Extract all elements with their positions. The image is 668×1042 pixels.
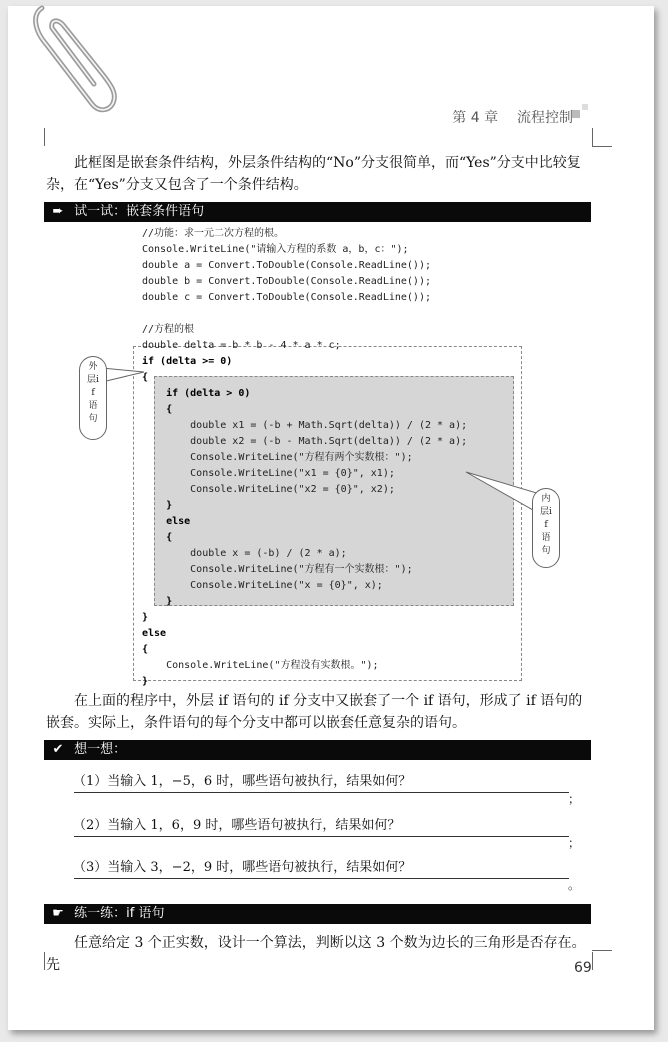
chapter-number: 第 4 章 (452, 110, 499, 126)
practice-paragraph: 任意给定 3 个正实数，设计一个算法，判断以这 3 个数为边长的三角形是否存在。先 (46, 935, 586, 973)
crop-mark (592, 950, 612, 951)
paperclip-icon (12, 0, 122, 120)
outer-if-callout (79, 356, 107, 440)
code-line: { (142, 532, 173, 543)
question-3: （3）当输入 3，−2，9 时，哪些语句被执行，结果如何？ (73, 860, 412, 875)
think-section-title: 想一想： (74, 742, 127, 757)
code-line: double c = Convert.ToDouble(Console.ReadLine()); (142, 292, 431, 303)
code-line: { (142, 404, 173, 415)
code-line: double x1 = (-b + Math.Sqrt(delta)) / (2 * a); (142, 420, 468, 431)
code-line: Console.WriteLine("请输入方程的系数 a，b，c："); (142, 244, 409, 255)
code-line: if (delta >= 0) (142, 356, 233, 367)
code-line: double a = Convert.ToDouble(Console.ReadLine()); (142, 260, 431, 271)
code-line: } (142, 676, 149, 687)
code-line: } (142, 500, 173, 511)
crop-mark (44, 952, 45, 970)
checkmark-icon: ✔ (52, 742, 64, 757)
question-2: （2）当输入 1，6，9 时，哪些语句被执行，结果如何？ (73, 818, 401, 833)
inner-callout-pointer (462, 468, 542, 528)
pointing-hand-icon: ☛ (52, 906, 64, 921)
question-3-end: 。 (568, 878, 581, 892)
outer-callout-pointer (100, 360, 148, 390)
answer-line-3[interactable] (74, 878, 569, 879)
after-paragraph: 在上面的程序中，外层 if 语句的 if 分支中又嵌套了一个 if 语句，形成了 if 语句的嵌套。实际上，条件语句的每个分支中都可以嵌套任意复杂的语句。 (46, 693, 583, 731)
practice-section-bar (44, 904, 591, 924)
think-section-bar (44, 740, 591, 760)
code-line: double x = (-b) / (2 * a); (142, 548, 347, 559)
answer-line-2[interactable] (74, 836, 569, 837)
code-line: { (142, 372, 149, 383)
page-number: 69 (574, 960, 592, 976)
question-1-end: ； (568, 792, 581, 806)
code-line: double x2 = (-b - Math.Sqrt(delta)) / (2 * a); (142, 436, 468, 447)
crop-mark (592, 146, 612, 147)
crop-mark (592, 952, 593, 970)
crop-mark (592, 128, 593, 146)
inner-if-callout (532, 488, 560, 568)
try-section-bar (44, 202, 591, 222)
outer-callout-text: 外层if语句 (87, 362, 99, 424)
inner-callout-text: 内层if语句 (540, 494, 552, 556)
code-line: Console.WriteLine("x = {0}", x); (142, 580, 383, 591)
code-line: double delta = b * b - 4 * a * c; (142, 340, 341, 351)
code-line: Console.WriteLine("方程有两个实数根："); (142, 452, 413, 463)
code-line: Console.WriteLine("方程有一个实数根："); (142, 564, 413, 575)
code-line: double b = Convert.ToDouble(Console.ReadLine()); (142, 276, 431, 287)
chapter-header (452, 107, 573, 127)
answer-line-1[interactable] (74, 792, 569, 793)
intro-paragraph: 此框图是嵌套条件结构，外层条件结构的“No”分支很简单，而“Yes”分支中比较复杂，在“Yes”分支又包含了一个条件结构。 (46, 155, 581, 193)
code-line: if (delta > 0) (142, 388, 251, 399)
chapter-title: 流程控制 (517, 110, 573, 126)
code-line: } (142, 612, 149, 623)
code-line: //方程的根 (142, 324, 195, 335)
code-line: Console.WriteLine("x2 = {0}", x2); (142, 484, 395, 495)
question-2-end: ； (568, 836, 581, 850)
code-line: } (142, 596, 173, 607)
code-line: //功能：求一元二次方程的根。 (142, 228, 285, 239)
try-section-title: 试一试：嵌套条件语句 (74, 204, 205, 219)
code-line: Console.WriteLine("方程没有实数根。"); (142, 660, 379, 671)
practice-section-title: 练一练：if 语句 (74, 906, 165, 921)
code-line: Console.WriteLine("x1 = {0}", x1); (142, 468, 395, 479)
crop-mark (44, 128, 45, 146)
arrow-right-icon: ➨ (52, 204, 64, 219)
header-decoration-icon (570, 100, 594, 124)
code-line: else (142, 516, 191, 527)
code-line: else (142, 628, 167, 639)
code-line: { (142, 644, 149, 655)
question-1: （1）当输入 1，−5，6 时，哪些语句被执行，结果如何？ (73, 774, 412, 789)
